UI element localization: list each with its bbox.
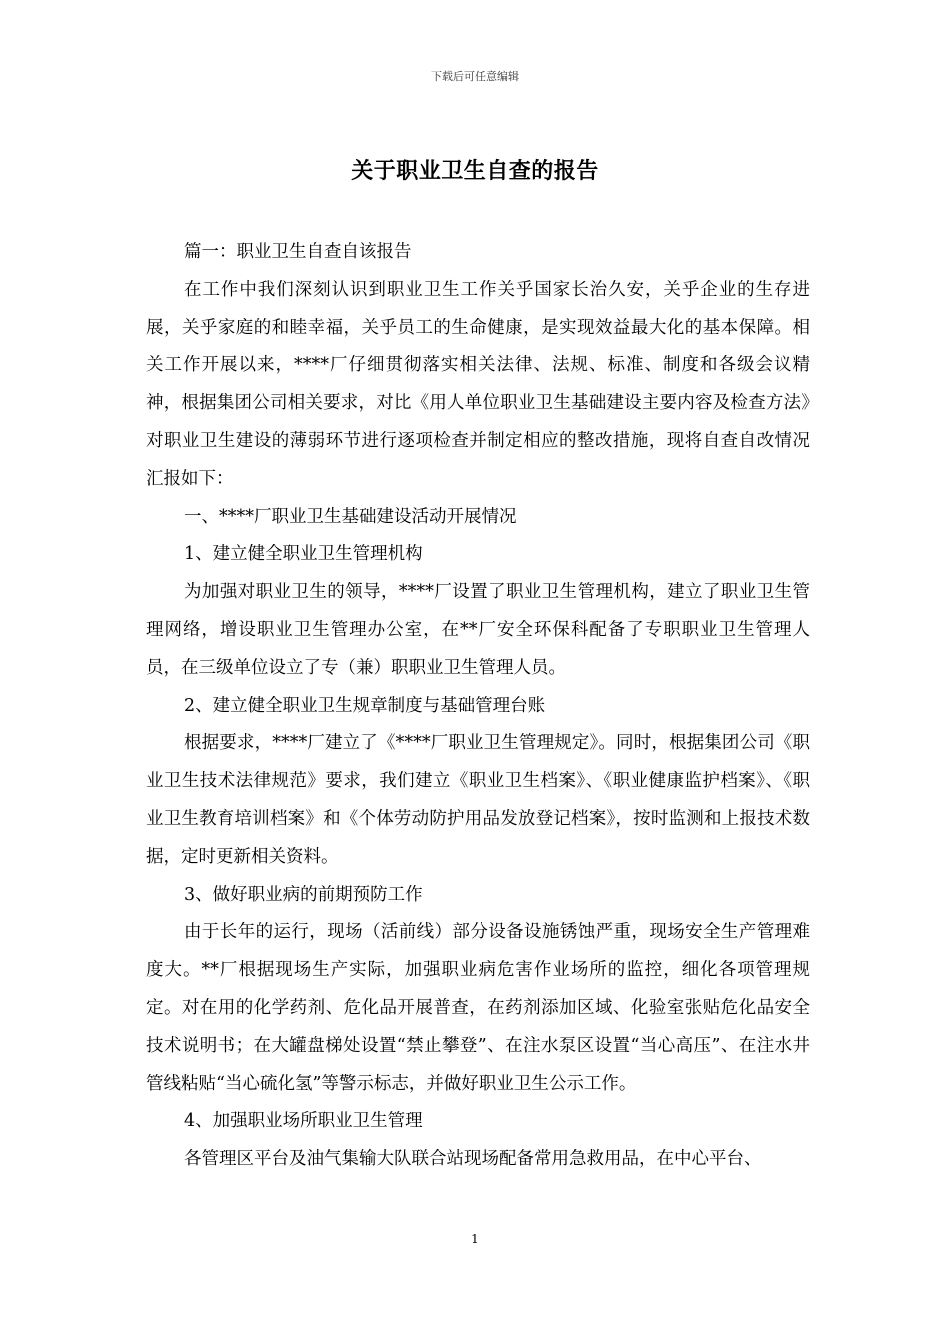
paragraph-subheading-1: 1、建立健全职业卫生管理机构 [184,544,423,565]
document-body [146,234,810,1179]
paragraph-section-heading: 篇一：职业卫生自查自该报告 [184,242,412,262]
page-number: 1 [471,1232,479,1246]
header-note: 下载后可任意编辑 [431,70,519,83]
paragraph-body-3: 由于长年的运行，现场（活前线）部分设备设施锈蚀严重，现场安全生产管理难度大。**厂根据现场生产实际，加强职业病危害作业场所的监控，细化各项管理规定。对在用的化学药剂、危化品开展普查，在药剂添加区域、化验室张贴危化品安全技术说明书；在大罐盘梯处设置“禁止攀登”、在注水泵区设置“当心高压”、在注水井管线粘贴“当心硫化氢”等警示标志，并做好职业卫生公示工作。 [146,922,810,1094]
paragraph-body-2: 根据要求，****厂建立了《****厂职业卫生管理规定》。同时，根据集团公司《职业卫生技术法律规范》要求，我们建立《职业卫生档案》、《职业健康监护档案》、《职业卫生教育培训档案》和《个体劳动防护用品发放登记档案》，按时监测和上报技术数据，定时更新相关资料。 [146,733,810,867]
paragraph-heading-1: 一、****厂职业卫生基础建设活动开展情况 [184,506,517,527]
paragraph-subheading-3: 3、做好职业病的前期预防工作 [184,884,423,905]
document-title: 关于职业卫生自查的报告 [351,159,599,184]
paragraph-subheading-4: 4、加强职业场所职业卫生管理 [184,1111,423,1132]
paragraph-body-4: 各管理区平台及油气集输大队联合站现场配备常用急救用品，在中心平台、 [184,1149,762,1170]
paragraph-intro: 在工作中我们深刻认识到职业卫生工作关乎国家长治久安，关乎企业的生存进展，关乎家庭的和睦幸福，关乎员工的生命健康，是实现效益最大化的基本保障。相关工作开展以来，****厂仔细贯彻落实相关法律、法规、标准、制度和各级会议精神，根据集团公司相关要求，对比《用人单位职业卫生基础建设主要内容及检查方法》对职业卫生建设的薄弱环节进行逐项检查并制定相应的整改措施，现将自查自改情况汇报如下： [146,279,810,489]
paragraph-subheading-2: 2、建立健全职业卫生规章制度与基础管理台账 [184,695,546,716]
paragraph-body-1: 为加强对职业卫生的领导，****厂设置了职业卫生管理机构，建立了职业卫生管理网络，增设职业卫生管理办公室，在**厂安全环保科配备了专职职业卫生管理人员，在三级单位设立了专（兼）职职业卫生管理人员。 [146,582,810,678]
